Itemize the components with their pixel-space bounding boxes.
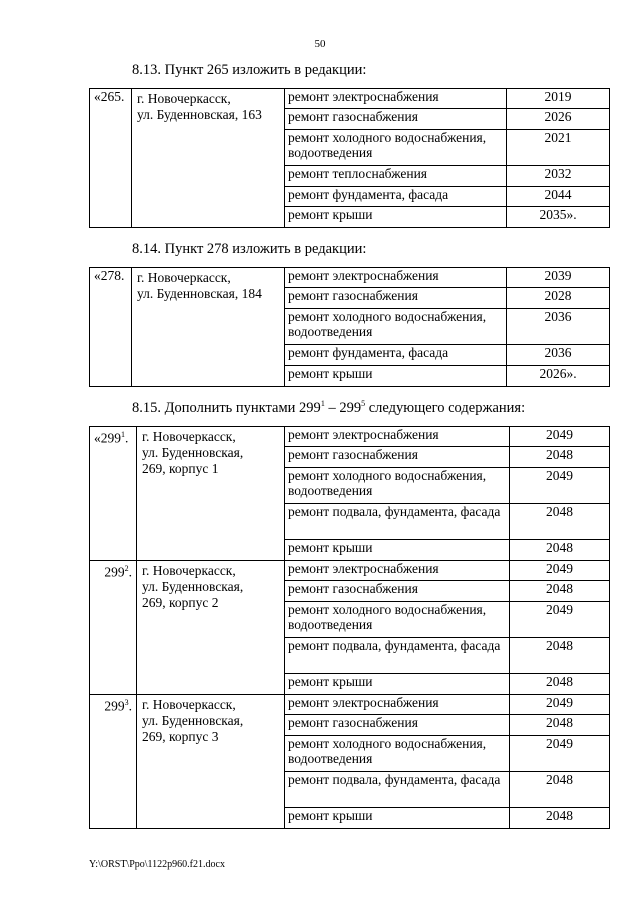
item-number: [90, 695, 137, 829]
work-year: 2049: [510, 427, 610, 447]
address-line: 269, корпус 3: [142, 729, 219, 744]
work-year: 2048: [510, 447, 610, 468]
work-type: ремонт подвала, фундамента, фасада: [285, 638, 510, 674]
item-number-superscript: 3: [124, 698, 129, 707]
item-number: [90, 561, 137, 695]
heading-superscript: 1: [320, 399, 325, 408]
work-type: ремонт электроснабжения: [285, 695, 510, 715]
section-heading-8-14: 8.14. Пункт 278 изложить в редакции:: [132, 241, 367, 257]
work-year: 2048: [510, 638, 610, 674]
work-year: 2026».: [507, 366, 610, 387]
work-year: 2049: [510, 468, 610, 504]
item-number-suffix: .: [128, 564, 132, 580]
work-year: 2048: [510, 540, 610, 561]
work-year: 2039: [507, 268, 610, 288]
work-year: 2048: [510, 504, 610, 540]
heading-text: – 299: [324, 399, 362, 416]
work-year: 2026: [507, 109, 610, 130]
work-year: 2049: [510, 736, 610, 772]
work-type: ремонт холодного водоснабжения, водоотведения: [285, 309, 507, 345]
work-year: 2048: [510, 772, 610, 808]
item-number-superscript: 1: [121, 430, 125, 439]
address-line: г. Новочеркасск,: [142, 563, 236, 578]
address-line: ул. Буденновская, 163: [137, 107, 262, 122]
item-number-text: 299: [104, 698, 125, 714]
work-type: ремонт холодного водоснабжения, водоотведения: [285, 602, 510, 638]
heading-text: следующего содержания:: [365, 399, 526, 416]
item-number: «278.: [90, 268, 132, 387]
item-number-text: 299: [104, 564, 125, 580]
address-line: ул. Буденновская,: [142, 713, 244, 728]
address: [137, 695, 285, 829]
work-year: 2048: [510, 581, 610, 602]
address: [137, 427, 285, 561]
work-type: ремонт крыши: [285, 808, 510, 829]
work-type: ремонт газоснабжения: [285, 109, 507, 130]
work-year: 2036: [507, 345, 610, 366]
work-type: ремонт холодного водоснабжения, водоотведения: [285, 130, 507, 166]
work-type: ремонт крыши: [285, 540, 510, 561]
work-type: ремонт холодного водоснабжения, водоотведения: [285, 468, 510, 504]
address: [132, 268, 285, 387]
work-type: ремонт подвала, фундамента, фасада: [285, 772, 510, 808]
work-type: ремонт газоснабжения: [285, 288, 507, 309]
item-number: [90, 427, 137, 561]
address: [132, 89, 285, 228]
address-line: 269, корпус 2: [142, 595, 219, 610]
file-path-footer: Y:\ORST\Ppo\1122p960.f21.docx: [89, 859, 225, 870]
section-heading-8-15: [132, 399, 525, 417]
work-year: 2049: [510, 561, 610, 581]
work-type: ремонт холодного водоснабжения, водоотведения: [285, 736, 510, 772]
work-type: ремонт фундамента, фасада: [285, 187, 507, 207]
heading-text: 8.15. Дополнить пунктами 299: [132, 399, 321, 416]
work-type: ремонт электроснабжения: [285, 561, 510, 581]
address-line: г. Новочеркасск,: [137, 91, 231, 106]
work-type: ремонт фундамента, фасада: [285, 345, 507, 366]
heading-superscript: 5: [361, 399, 366, 408]
address-line: ул. Буденновская, 184: [137, 286, 262, 301]
item-number-suffix: .: [125, 430, 129, 446]
work-type: ремонт газоснабжения: [285, 715, 510, 736]
work-type: ремонт крыши: [285, 674, 510, 695]
address-line: г. Новочеркасск,: [142, 697, 236, 712]
work-type: ремонт теплоснабжения: [285, 166, 507, 187]
work-type: ремонт электроснабжения: [285, 89, 507, 109]
work-year: 2036: [507, 309, 610, 345]
table-row: [90, 561, 610, 581]
work-year: 2028: [507, 288, 610, 309]
work-type: ремонт крыши: [285, 207, 507, 228]
address-line: 269, корпус 1: [142, 461, 219, 476]
table-row: [90, 427, 610, 447]
address-line: г. Новочеркасск,: [137, 270, 231, 285]
work-type: ремонт газоснабжения: [285, 447, 510, 468]
address-line: ул. Буденновская,: [142, 579, 244, 594]
work-type: ремонт крыши: [285, 366, 507, 387]
work-type: ремонт подвала, фундамента, фасада: [285, 504, 510, 540]
table-item-278: [89, 267, 610, 387]
page-number: 50: [314, 38, 326, 50]
work-year: 2021: [507, 130, 610, 166]
item-number-text: «299: [94, 430, 121, 446]
item-number-superscript: 2: [124, 564, 129, 573]
item-number-suffix: .: [128, 698, 132, 714]
section-heading-8-13: 8.13. Пункт 265 изложить в редакции:: [132, 62, 367, 78]
work-year: 2049: [510, 602, 610, 638]
work-type: ремонт электроснабжения: [285, 427, 510, 447]
work-type: ремонт газоснабжения: [285, 581, 510, 602]
work-type: ремонт электроснабжения: [285, 268, 507, 288]
work-year: 2044: [507, 187, 610, 207]
address-line: г. Новочеркасск,: [142, 429, 236, 444]
work-year: 2019: [507, 89, 610, 109]
address-line: ул. Буденновская,: [142, 445, 244, 460]
item-number: «265.: [90, 89, 132, 228]
work-year: 2035».: [507, 207, 610, 228]
table-item-265: [89, 88, 610, 228]
work-year: 2049: [510, 695, 610, 715]
table-row: [90, 695, 610, 715]
work-year: 2048: [510, 808, 610, 829]
address: [137, 561, 285, 695]
work-year: 2032: [507, 166, 610, 187]
work-year: 2048: [510, 715, 610, 736]
work-year: 2048: [510, 674, 610, 695]
table-items-299: [89, 426, 610, 829]
